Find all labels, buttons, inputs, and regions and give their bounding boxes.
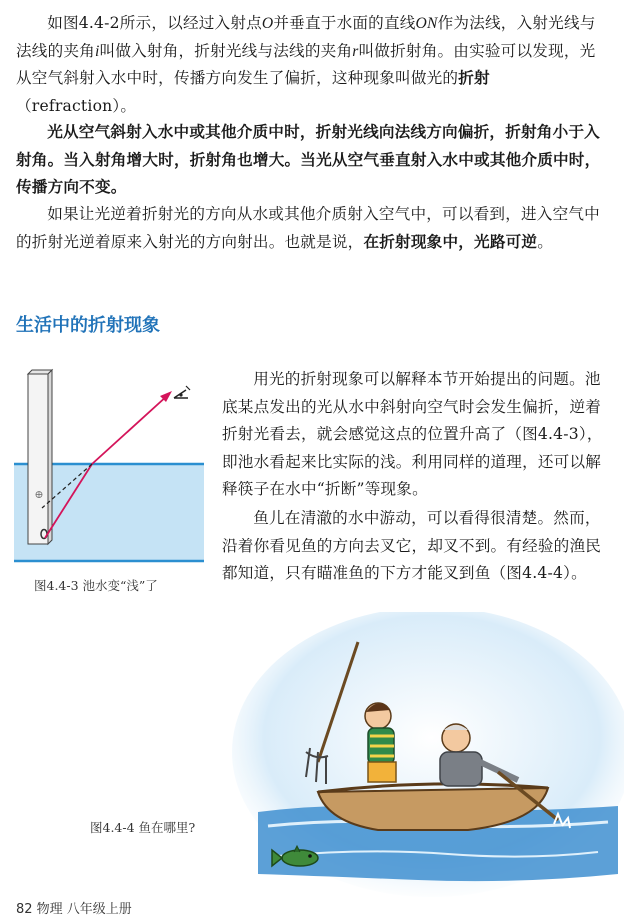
reversibility-statement: 在折射现象中，光路可逆 (363, 232, 538, 251)
paragraph-refraction-rules: 光从空气斜射入水中或其他介质中时，折射光线向法线方向偏折，折射角小于入射角。当入射角增大时，折射角也增大。当光从空气垂直射入水中或其他介质中时，传播方向不变。 (16, 123, 601, 196)
fishermen-illustration (218, 612, 624, 902)
pole-side-face (48, 370, 52, 544)
point-O-symbol: O (261, 15, 274, 32)
eye-icon (174, 386, 190, 398)
angle-i-symbol: i (94, 42, 100, 60)
boy-figure (365, 703, 396, 782)
page-footer: 82 物理 八年级上册 (16, 902, 132, 917)
angle-r-symbol: r (352, 42, 359, 60)
term-refraction: 折射 (458, 69, 490, 87)
measuring-pole (28, 374, 48, 544)
figure-caption-fish: 图4.4-4 鱼在哪里? (90, 820, 196, 835)
paragraph-fish-spearing: 鱼儿在清澈的水中游动，可以看得很清楚。然而，沿着你看见鱼的方向去叉它，却叉不到。有经验的渔民都知道，只有瞄准鱼的下方才能叉到鱼（图4.4-4）。 (222, 509, 602, 582)
figure-caption-pool: 图4.4-3 池水变“浅”了 (34, 578, 158, 593)
apparent-object-mark: ⊕ (34, 488, 44, 501)
section-heading: 生活中的折射现象 (16, 315, 160, 336)
paragraph-reversibility: 如果让光逆着折射光的方向从水或其他介质射入空气中，可以看到，进入空气中的折射光逆着原来入射光的方向射出。也就是说，在折射现象中，光路可逆。 (16, 205, 600, 251)
pool-diagram-figure (14, 368, 204, 570)
paragraph-refraction-definition: 如图4.4-2所示，以经过入射点O并垂直于水面的直线ON作为法线，入射光线与法线的夹角i叫做入射角，折射光线与法线的夹角r叫做折射角。由实验可以发现，光从空气斜射入水中时，传播方向发生了偏折，这种现象叫做光的折射（refraction）。 (16, 14, 596, 115)
paragraph-pool-explanation: 用光的折射现象可以解释本节开始提出的问题。池底某点发出的光从水中斜射向空气时会发生偏折，逆着折射光看去，就会感觉这点的位置升高了（图4.4-3），即池水看起来比实际的浅。利用同样的道理，还可以解释筷子在水中“折断”等现象。 (222, 370, 603, 498)
line-ON-symbol: ON (415, 15, 438, 32)
ray-in-air (92, 395, 168, 464)
